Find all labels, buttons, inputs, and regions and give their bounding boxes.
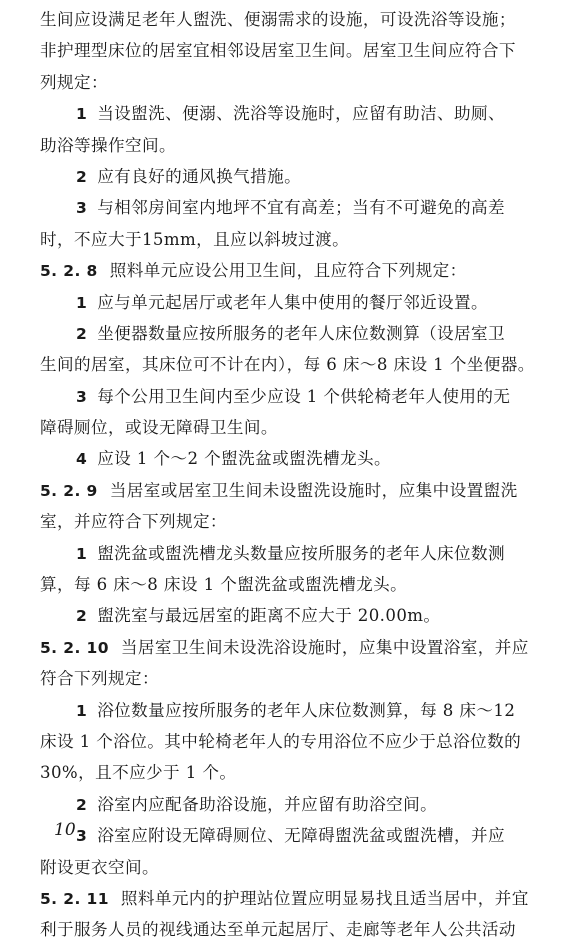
line-text: 室，并应符合下列规定： <box>40 512 227 532</box>
document-body <box>40 4 552 946</box>
line-text: 床设 1 个浴位。其中轮椅老年人的专用浴位不应少于总浴位数的 <box>40 731 522 751</box>
list-item-number: 3 <box>76 827 88 846</box>
line-text: 利于服务人员的视线通达至单元起居厅、走廊等老年人公共活动 <box>40 920 516 940</box>
text-line <box>40 757 552 788</box>
list-item-number: 2 <box>76 167 88 186</box>
line-text: 30%，且不应少于 1 个。 <box>40 763 237 783</box>
text-line <box>40 130 552 161</box>
text-line <box>40 4 552 35</box>
line-text: 应有良好的通风换气措施。 <box>97 166 302 186</box>
line-text: 浴室应附设无障碍厕位、无障碍盥洗盆或盥洗槽，并应 <box>97 826 506 846</box>
line-text: 附设更衣空间。 <box>40 857 159 877</box>
list-item-line <box>40 789 552 820</box>
line-text: 时，不应大于15mm，且应以斜坡过渡。 <box>40 229 350 249</box>
text-line <box>40 506 552 537</box>
list-item-line <box>40 381 552 412</box>
line-text: 坐便器数量应按所服务的老年人床位数测算（设居室卫 <box>97 323 506 343</box>
clause-line <box>40 475 552 506</box>
text-line <box>40 35 552 66</box>
line-text: 盥洗盆或盥洗槽龙头数量应按所服务的老年人床位数测 <box>97 543 506 563</box>
list-item-line <box>40 538 552 569</box>
line-text: 浴室内应配备助浴设施，并应留有助浴空间。 <box>97 794 438 814</box>
line-text: 照料单元内的护理站位置应明显易找且适当居中，并宜 <box>120 888 529 908</box>
list-item-number: 2 <box>76 795 88 814</box>
list-item-number: 2 <box>76 324 88 343</box>
line-text: 障碍厕位，或设无障碍卫生间。 <box>40 418 278 438</box>
line-text: 浴位数量应按所服务的老年人床位数测算，每 8 床～12 <box>97 700 516 720</box>
list-item-number: 3 <box>76 387 88 406</box>
line-text: 列规定： <box>40 72 108 92</box>
line-text: 助浴等操作空间。 <box>40 135 176 155</box>
list-item-number: 2 <box>76 607 88 626</box>
list-item-line <box>40 600 552 631</box>
line-text: 符合下列规定： <box>40 669 159 689</box>
line-text: 当设盥洗、便溺、洗浴等设施时，应留有助洁、助厕、 <box>97 104 506 124</box>
list-item-line <box>40 287 552 318</box>
list-item-line <box>40 192 552 223</box>
list-item-line <box>40 98 552 129</box>
list-item-number: 3 <box>76 199 88 218</box>
text-line <box>40 914 552 945</box>
page-number: 10 <box>54 820 76 840</box>
list-item-number: 1 <box>76 105 88 124</box>
clause-line <box>40 632 552 663</box>
clause-line <box>40 255 552 286</box>
text-line <box>40 224 552 255</box>
line-text: 应与单元起居厅或老年人集中使用的餐厅邻近设置。 <box>97 292 489 312</box>
line-text: 生间应设满足老年人盥洗、便溺需求的设施，可设洗浴等设施； <box>40 10 516 29</box>
line-text: 应设 1 个～2 个盥洗盆或盥洗槽龙头。 <box>97 449 392 469</box>
line-text: 每个公用卫生间内至少应设 1 个供轮椅老年人使用的无 <box>97 386 511 406</box>
line-text: 非护理型床位的居室宜相邻设居室卫生间。居室卫生间应符合下 <box>40 41 516 61</box>
list-item-line <box>40 161 552 192</box>
clause-number: 5. 2. 8 <box>40 262 98 281</box>
line-text: 与相邻房间室内地坪不宜有高差；当有不可避免的高差 <box>97 198 506 218</box>
text-line <box>40 852 552 883</box>
list-item-number: 1 <box>76 544 88 563</box>
text-line <box>40 726 552 757</box>
line-text: 当居室卫生间未设洗浴设施时，应集中设置浴室，并应 <box>120 637 529 657</box>
list-item-line <box>40 318 552 349</box>
text-line <box>40 412 552 443</box>
line-text: 算，每 6 床～8 床设 1 个盥洗盆或盥洗槽龙头。 <box>40 575 408 595</box>
clause-number: 5. 2. 10 <box>40 638 109 657</box>
text-line <box>40 67 552 98</box>
text-line <box>40 569 552 600</box>
list-item-number: 4 <box>76 450 88 469</box>
list-item-line <box>40 695 552 726</box>
list-item-line <box>40 443 552 474</box>
text-line <box>40 663 552 694</box>
clause-line <box>40 883 552 914</box>
line-text: 盥洗室与最远居室的距离不应大于 20.00m。 <box>97 606 441 626</box>
list-item-line <box>40 820 552 851</box>
clause-number: 5. 2. 11 <box>40 889 109 908</box>
list-item-number: 1 <box>76 701 88 720</box>
list-item-number: 1 <box>76 293 88 312</box>
line-text: 照料单元应设公用卫生间，且应符合下列规定： <box>109 261 467 281</box>
text-line <box>40 349 552 380</box>
clause-number: 5. 2. 9 <box>40 481 98 500</box>
line-text: 生间的居室，其床位可不计在内），每 6 床～8 床设 1 个坐便器。 <box>40 355 535 375</box>
line-text: 当居室或居室卫生间未设盥洗设施时，应集中设置盥洗 <box>109 480 518 500</box>
